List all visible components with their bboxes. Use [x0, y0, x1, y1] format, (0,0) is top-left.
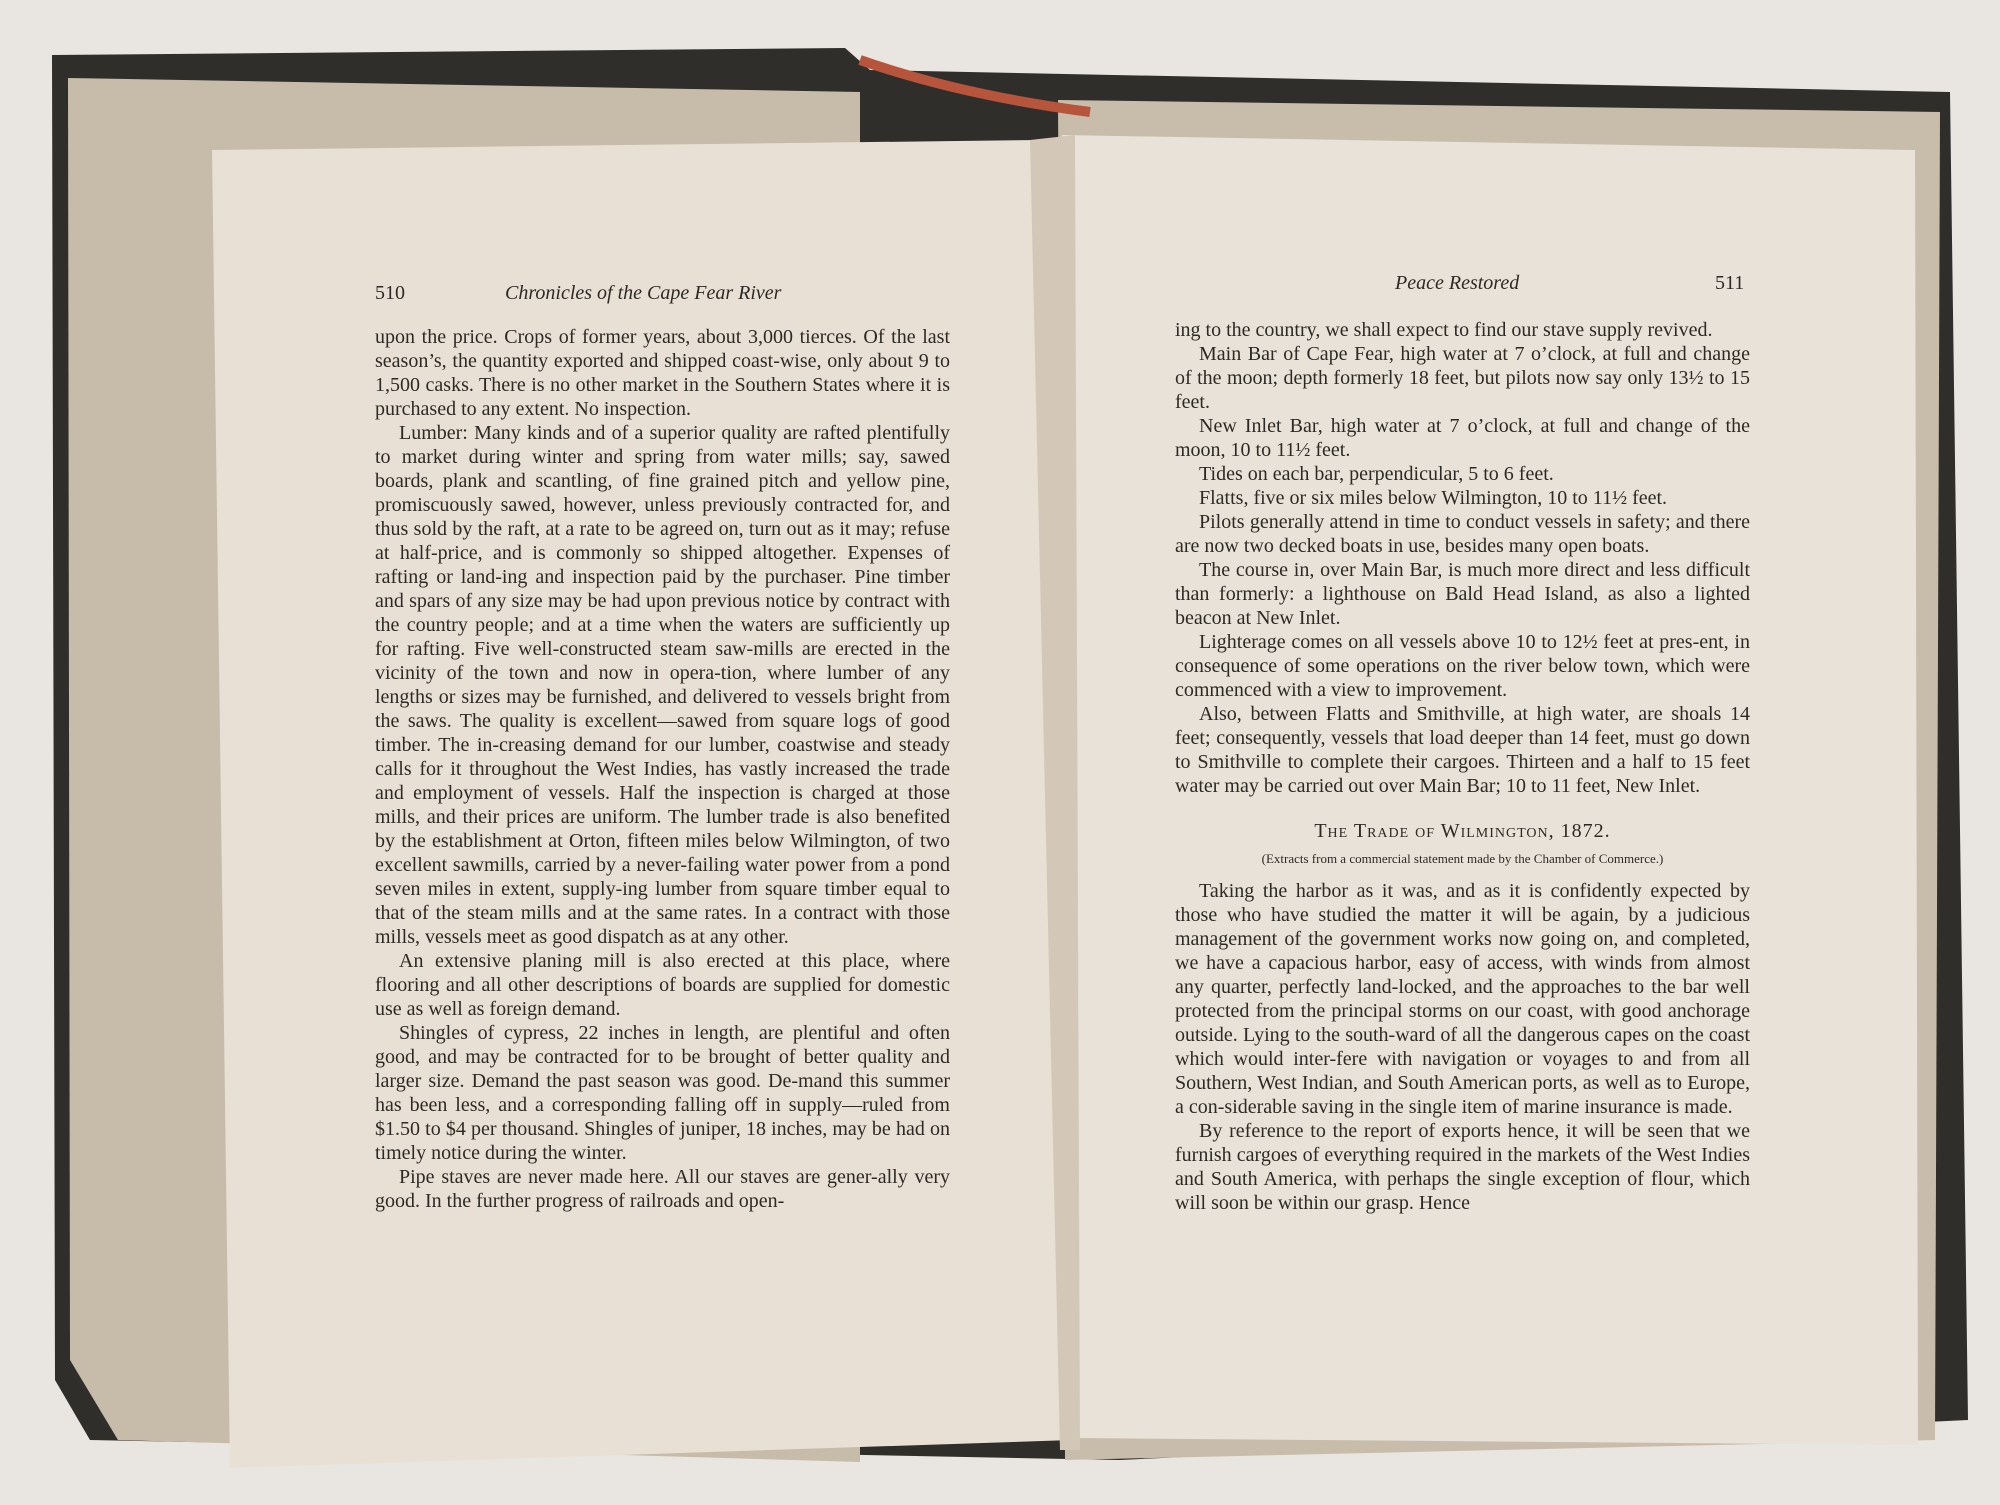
left-paragraph-1: upon the price. Crops of former years, about 3,000 tierces. Of the last season’s, the quantity exported and shipped coast-wise, only about 9 to 1,500 casks. There is no other market in the Southern States where it is purchased to any extent. No inspection.	[375, 326, 950, 420]
section-paragraph-2: By reference to the report of exports hence, it will be seen that we furnish cargoes of everything required in the markets of the West Indies and South America, with perhaps the single exception of flour, which will soon be within our grasp. Hence	[1175, 1120, 1750, 1214]
right-paragraph-1: ing to the country, we shall expect to find our stave supply revived.	[1175, 319, 1713, 341]
right-paragraph-3: New Inlet Bar, high water at 7 o’clock, at full and change of the moon, 10 to 11½ feet.	[1175, 415, 1750, 461]
left-running-title-text: Chronicles of the Cape Fear River	[505, 282, 782, 304]
right-paragraph-9: Also, between Flatts and Smithville, at high water, are shoals 14 feet; consequently, vessels that load deeper than 14 feet, must go down to Smithville to complete their cargoes. Thirteen and a half to 15 feet water may be carried out over Main Bar; 10 to 11 feet, New Inlet.	[1175, 703, 1750, 797]
left-paragraph-2: Lumber: Many kinds and of a superior quality are rafted plentifully to market during winter and spring from water mills; say, sawed boards, plank and scantling, of fine grained pitch and yellow pine, promiscuously sawed, however, unless previously contracted for, and thus sold by the raft, at a rate to be agreed on, turn out as it may; refuse at half-price, and is commonly so shipped altogether. Expenses of rafting or land-ing and inspection paid by the purchaser. Pine timber and spars of any size may be had upon previous notice by contract with the country people; and at a time when the waters are sufficiently up for rafting. Five well-constructed steam saw-mills are erected in the vicinity of the town and now in opera-tion, where lumber of any lengths or sizes may be furnished, and delivered to vessels bright from the saws. The quality is excellent—sawed from square logs of good timber. The in-creasing demand for our lumber, coastwise and steady calls for it throughout the West Indies, has vastly increased the trade and employment of vessels. Half the inspection is charged at those mills, and their prices are uniform. The lumber trade is also benefited by the establishment at Orton, fifteen miles below Wilmington, of two excellent sawmills, carried by a never-failing water power from a pond seven miles in extent, supply-ing lumber from square timber equal to that of the steam mills and at the same rates. In a contract with those mills, vessels meet as good dispatch as at any other.	[375, 422, 950, 948]
right-running-title-text: Peace Restored	[1395, 272, 1520, 294]
right-paragraph-4: Tides on each bar, perpendicular, 5 to 6 feet.	[1199, 463, 1554, 485]
right-paragraph-6: Pilots generally attend in time to conduct vessels in safety; and there are now two decked boats in use, besides many open boats.	[1175, 511, 1750, 557]
right-paragraph-8: Lighterage comes on all vessels above 10 to 12½ feet at pres-ent, in consequence of some operations on the river below town, which were commenced with a view to improvement.	[1175, 631, 1750, 701]
section-paragraph-1: Taking the harbor as it was, and as it is confidently expected by those who have studied the matter it will be again, by a judicious management of the government works now going on, and completed, we have a capacious harbor, easy of access, with winds from almost any quarter, perfectly land-locked, and the approaches to the bar well protected from the principal storms on our coast, with good anchorage outside. Lying to the south-ward of all the dangerous capes on the coast which would inter-fere with navigation or voyages to and from all Southern, West Indian, and South American ports, as well as to Europe, a con-siderable saving in the single item of marine insurance is made.	[1175, 880, 1750, 1118]
right-page-body	[1175, 318, 1750, 1215]
left-running-title	[505, 282, 781, 305]
left-paragraph-4: Shingles of cypress, 22 inches in length, are plentiful and often good, and may be contracted for to be brought of better quality and larger size. Demand the past season was good. De-mand this summer has been less, and a corresponding falling off in supply—ruled from $1.50 to $4 per thousand. Shingles of juniper, 18 inches, may be had on timely notice during the winter.	[375, 1022, 950, 1164]
right-page-number: 511	[1715, 272, 1745, 294]
section-note: (Extracts from a commercial statement made by the Chamber of Commerce.)	[1261, 851, 1664, 866]
left-paragraph-5: Pipe staves are never made here. All our staves are gener-ally very good. In the further progress of railroads and open-	[375, 1166, 950, 1212]
left-page-body	[375, 325, 950, 1213]
right-running-title	[1395, 272, 1519, 295]
left-paragraph-3: An extensive planing mill is also erected at this place, where flooring and all other descriptions of boards are supplied for domestic use as well as foreign demand.	[375, 950, 950, 1020]
right-paragraph-2: Main Bar of Cape Fear, high water at 7 o’clock, at full and change of the moon; depth formerly 18 feet, but pilots now say only 13½ to 15 feet.	[1175, 343, 1750, 413]
left-page-number: 510	[375, 282, 405, 304]
right-paragraph-7: The course in, over Main Bar, is much more direct and less difficult than formerly: a lighthouse on Bald Head Island, as also a lighted beacon at New Inlet.	[1175, 559, 1750, 629]
right-paragraph-5: Flatts, five or six miles below Wilmington, 10 to 11½ feet.	[1199, 487, 1668, 509]
section-title: The Trade of Wilmington, 1872.	[1314, 820, 1611, 842]
